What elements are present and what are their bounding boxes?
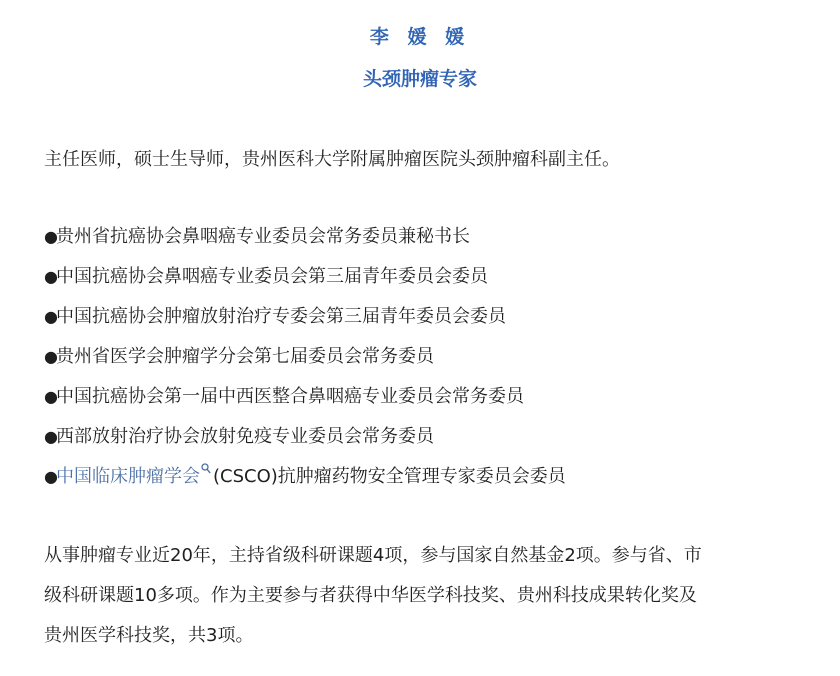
list-item bbox=[44, 220, 814, 260]
bullet-icon: ● bbox=[44, 467, 58, 486]
bio-paragraph bbox=[44, 536, 806, 656]
bullet-icon: ● bbox=[44, 347, 58, 366]
role-text: 中国抗癌协会鼻咽癌专业委员会第三届青年委员会委员 bbox=[56, 266, 488, 287]
role-text: 贵州省医学会肿瘤学分会第七届委员会常务委员 bbox=[56, 346, 434, 367]
list-item bbox=[44, 420, 814, 460]
intro-paragraph: 主任医师，硕士生导师，贵州医科大学附属肿瘤医院头颈肿瘤科副主任。 bbox=[44, 149, 620, 170]
bullet-icon: ● bbox=[44, 227, 58, 246]
list-item bbox=[44, 300, 814, 340]
list-item bbox=[44, 340, 814, 380]
role-text: 中国抗癌协会肿瘤放射治疗专委会第三届青年委员会委员 bbox=[56, 306, 506, 327]
role-text: 贵州省抗癌协会鼻咽癌专业委员会常务委员兼秘书长 bbox=[56, 226, 470, 247]
roles-list bbox=[44, 220, 814, 500]
bullet-icon: ● bbox=[44, 387, 58, 406]
bio-line: 级科研课题10多项。作为主要参与者获得中华医学科技奖、贵州科技成果转化奖及 bbox=[44, 585, 697, 606]
bullet-icon: ● bbox=[44, 427, 58, 446]
role-text: (CSCO)抗肿瘤药物安全管理专家委员会委员 bbox=[213, 466, 566, 487]
bio-line: 从事肿瘤专业近20年，主持省级科研课题4项，参与国家自然基金2项。参与省、市 bbox=[44, 545, 702, 566]
expert-title: 头颈肿瘤专家 bbox=[362, 68, 477, 90]
list-item bbox=[44, 460, 814, 500]
role-text: 中国抗癌协会第一届中西医整合鼻咽癌专业委员会常务委员 bbox=[56, 386, 524, 407]
bullet-icon: ● bbox=[44, 267, 58, 286]
list-item bbox=[44, 380, 814, 420]
csco-link[interactable]: 中国临床肿瘤学会 bbox=[56, 466, 200, 487]
role-text: 西部放射治疗协会放射免疫专业委员会常务委员 bbox=[56, 426, 434, 447]
list-item bbox=[44, 260, 814, 300]
search-icon[interactable] bbox=[201, 463, 211, 475]
bio-line: 贵州医学科技奖，共3项。 bbox=[44, 625, 254, 646]
bullet-icon: ● bbox=[44, 307, 58, 326]
expert-name: 李 媛 媛 bbox=[369, 26, 471, 48]
